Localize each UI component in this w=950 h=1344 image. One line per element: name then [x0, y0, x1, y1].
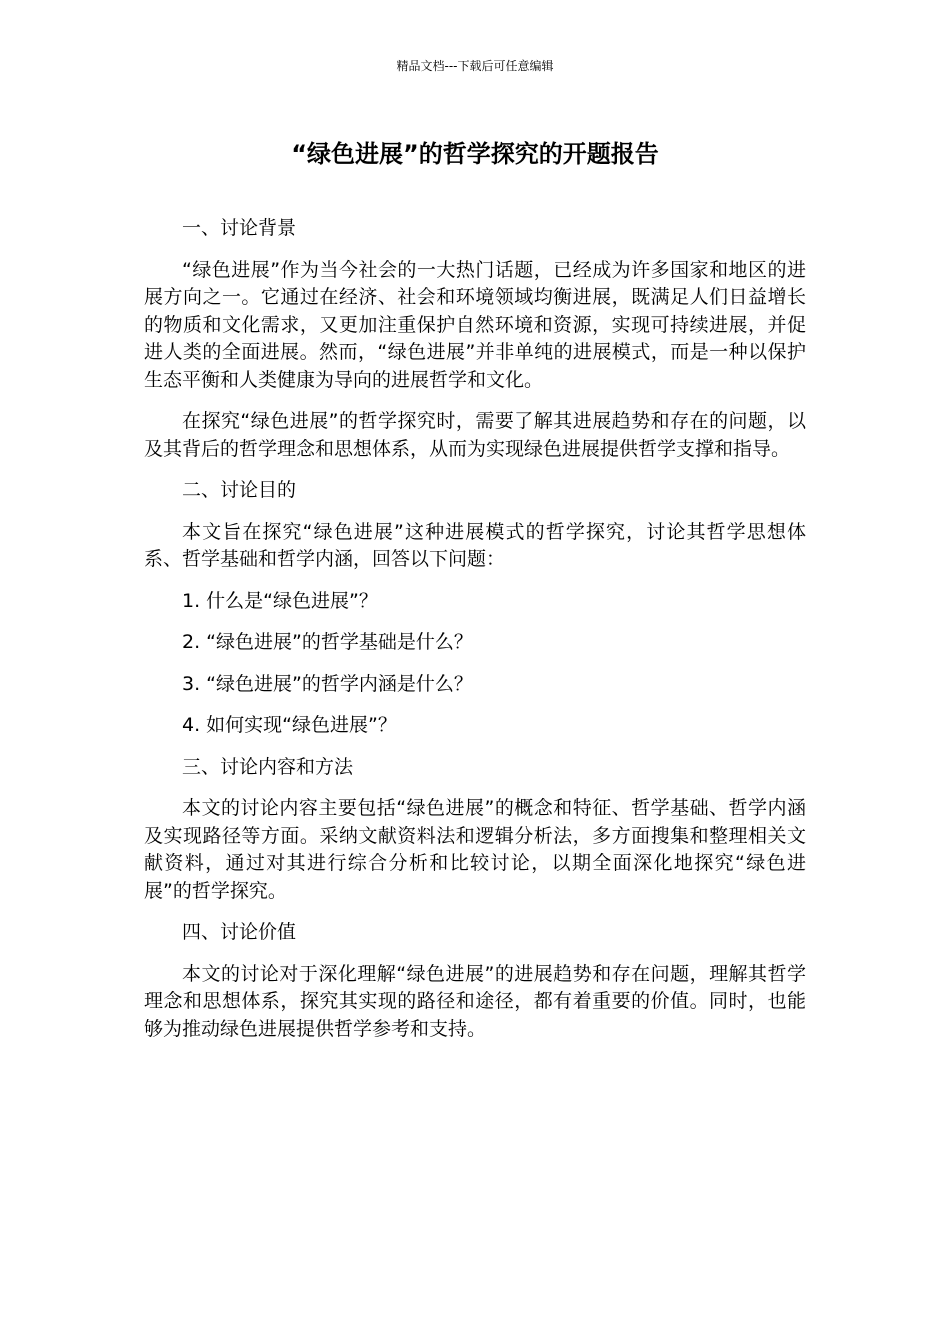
header-note: 精品文档---下载后可任意编辑 [396, 59, 554, 73]
question-item-2: 2. “绿色进展”的哲学基础是什么？ [182, 631, 473, 653]
paragraph-purpose-1: 本文旨在探究“绿色进展”这种进展模式的哲学探究，讨论其哲学思想体系、哲学基础和哲学内涵，回答以下问题： [144, 520, 806, 570]
question-item-1: 1. 什么是“绿色进展”？ [182, 589, 378, 612]
document-body [144, 215, 806, 1057]
question-item-3: 3. “绿色进展”的哲学内涵是什么？ [182, 672, 473, 695]
paragraph-background-2: 在探究“绿色进展”的哲学探究时，需要了解其进展趋势和存在的问题，以及其背后的哲学理念和思想体系，从而为实现绿色进展提供哲学支撑和指导。 [144, 410, 806, 460]
paragraph-background-1: “绿色进展”作为当今社会的一大热门话题，已经成为许多国家和地区的进展方向之一。它通过在经济、社会和环境领域均衡进展，既满足人们日益增长的物质和文化需求，又更加注重保护自然环境和资源，实现可持续进展，并促进人类的全面进展。然而，“绿色进展”并非单纯的进展模式，而是一种以保护生态平衡和人类健康为导向的进展哲学和文化。 [144, 258, 806, 391]
document-title: “绿色进展”的哲学探究的开题报告 [291, 140, 659, 168]
section-heading-background: 一、讨论背景 [182, 217, 297, 239]
paragraph-content-method-1: 本文的讨论内容主要包括“绿色进展”的概念和特征、哲学基础、哲学内涵及实现路径等方面。采纳文献资料法和逻辑分析法，多方面搜集和整理相关文献资料，通过对其进行综合分析和比较讨论，以期全面深化地探究“绿色进展”的哲学探究。 [144, 797, 806, 902]
paragraph-value-1: 本文的讨论对于深化理解“绿色进展”的进展趋势和存在问题，理解其哲学理念和思想体系，探究其实现的路径和途径，都有着重要的价值。同时，也能够为推动绿色进展提供哲学参考和支持。 [144, 962, 806, 1040]
section-heading-value: 四、讨论价值 [182, 921, 297, 943]
question-item-4: 4. 如何实现“绿色进展”？ [182, 714, 397, 736]
section-heading-content-method: 三、讨论内容和方法 [182, 755, 354, 778]
section-heading-purpose: 二、讨论目的 [182, 479, 297, 501]
